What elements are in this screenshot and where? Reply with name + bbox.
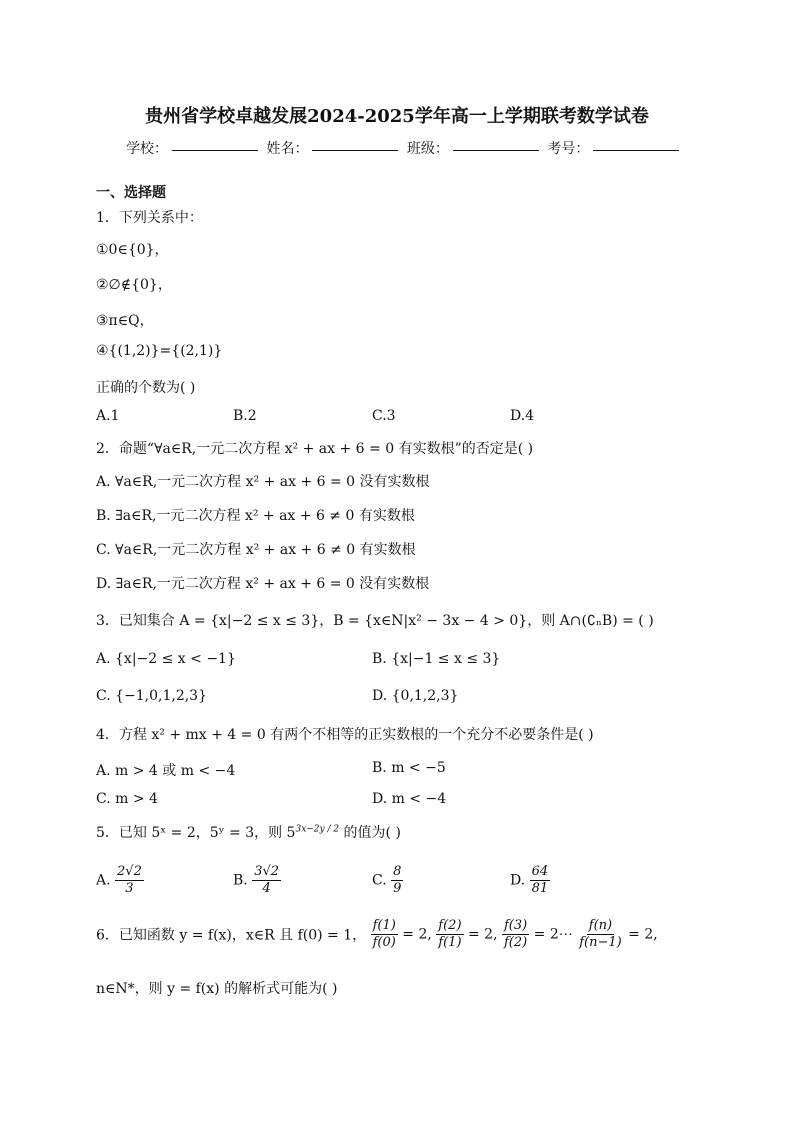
school-label: 学校： xyxy=(126,141,168,157)
q1-item-1: ①0∈{0}， xyxy=(96,242,169,258)
school-blank[interactable] xyxy=(172,150,258,151)
q6-eq-1: = 2 xyxy=(397,926,428,943)
number-blank[interactable] xyxy=(593,150,679,151)
q1-option-b[interactable]: B.2 xyxy=(233,408,257,424)
number-label: 考号： xyxy=(547,141,590,157)
q2-option-b[interactable]: B. ∃a∈R,一元二次方程 x² + ax + 6 ≠ 0 有实数根 xyxy=(96,508,415,524)
q3-option-d[interactable]: D. {0,1,2,3} xyxy=(372,688,459,704)
q5-c-fraction xyxy=(391,864,403,897)
name-blank[interactable] xyxy=(312,150,398,151)
q5-a-num: 2√2 xyxy=(117,864,142,879)
class-label: 班级： xyxy=(406,141,449,157)
q4-option-c[interactable]: C. m > 4 xyxy=(96,791,158,807)
q3-option-a[interactable]: A. {x|−2 ≤ x < −1} xyxy=(96,651,236,667)
section-heading: 一、选择题 xyxy=(96,185,166,201)
q6-f3-num: f(3) xyxy=(503,918,528,933)
q5-b-den: 4 xyxy=(262,881,271,896)
q5-option-c[interactable] xyxy=(372,864,403,897)
q5-a-den: 3 xyxy=(125,881,134,896)
q3-stem: 3．已知集合 A = {x|−2 ≤ x ≤ 3}，B = {x∈N|x² − 3x − 4 > 0}，则 A∩(∁ₙB) = ( ) xyxy=(96,613,654,629)
q5-d-den: 81 xyxy=(531,881,549,896)
name-label: 姓名： xyxy=(266,141,309,157)
q5-exponent: 3x−2y / 2 xyxy=(295,824,340,835)
q6-f2-num: f(2) xyxy=(438,918,462,933)
q6-fn-den: f(n−1) xyxy=(579,935,622,950)
q6-frac-n xyxy=(577,918,624,951)
q6-frac-3 xyxy=(502,918,529,951)
q4-option-d[interactable]: D. m < −4 xyxy=(372,791,447,807)
q2-option-a[interactable]: A. ∀a∈R,一元二次方程 x² + ax + 6 = 0 没有实数根 xyxy=(96,474,430,490)
q6-f1-den: f(0) xyxy=(372,935,396,950)
q5-stem-post: 的值为( ) xyxy=(339,825,401,841)
q5-b-label: B. xyxy=(233,872,248,889)
q5-d-fraction xyxy=(530,864,551,897)
q3-option-c[interactable]: C. {−1,0,1,2,3} xyxy=(96,688,207,704)
q4-option-a[interactable]: A. m > 4 或 m < −4 xyxy=(96,763,236,779)
q5-c-den: 9 xyxy=(393,881,402,896)
q5-a-label: A. xyxy=(96,872,111,889)
q1-option-c[interactable]: C.3 xyxy=(372,408,396,424)
q5-d-num: 64 xyxy=(531,864,549,879)
q5-option-b[interactable] xyxy=(233,864,281,897)
q5-b-num: 3√2 xyxy=(254,864,280,879)
q2-stem: 2．命题“∀a∈R,一元二次方程 x² + ax + 6 = 0 有实数根”的否定是( ) xyxy=(96,441,534,457)
q5-a-fraction xyxy=(115,864,144,897)
q6-line-2: n∈N*，则 y = f(x) 的解析式可能为( ) xyxy=(96,981,338,997)
q5-c-label: C. xyxy=(372,872,387,889)
q6-f1-num: f(1) xyxy=(372,918,396,933)
q1-item-3: ③π∈Q， xyxy=(96,313,154,329)
q3-option-b[interactable]: B. {x|−1 ≤ x ≤ 3} xyxy=(372,651,501,667)
q1-ask: 正确的个数为( ) xyxy=(96,380,196,396)
q1-option-d[interactable]: D.4 xyxy=(510,408,535,424)
q5-option-d[interactable] xyxy=(510,864,550,897)
q1-item-4: ④{(1,2)}={(2,1)} xyxy=(96,343,223,359)
student-info-row xyxy=(126,138,683,158)
q4-stem: 4．方程 x² + mx + 4 = 0 有两个不相等的正实数根的一个充分不必要条件是( ) xyxy=(96,727,594,743)
q6-f2-den: f(1) xyxy=(438,935,462,950)
q6-f3-den: f(2) xyxy=(503,935,528,950)
q6-eq-2: = 2 xyxy=(463,926,494,943)
q5-stem xyxy=(96,822,401,842)
q6-stem: 6．已知函数 y = f(x)，x∈R 且 f(0) = 1， $\frac{f(1)}{f(0)}$ = 2, $\frac{f(2)}{f(1)}$ = 2, $\frac{f(3)}{f(2)}$ = 2⋯ $\frac{f(n)}{f(n-1)}$ = 2, xyxy=(96,918,658,950)
q4-option-b[interactable]: B. m < −5 xyxy=(372,760,446,776)
q6-stem-pre: 6．已知函数 y = f(x)，x∈R 且 f(0) = 1， xyxy=(96,927,367,944)
q5-d-label: D. xyxy=(510,872,526,889)
q6-frac-2 xyxy=(436,918,463,951)
q6-dots: = 2⋯ xyxy=(529,926,573,943)
q6-frac-1 xyxy=(371,918,398,951)
q6-eq-n: = 2 xyxy=(623,926,654,943)
q1-stem: 1．下列关系中： xyxy=(96,210,203,226)
q5-stem-pre: 5．已知 5ˣ = 2，5ʸ = 3，则 5 xyxy=(96,825,296,841)
q5-c-num: 8 xyxy=(393,864,402,879)
q6-fn-num: f(n) xyxy=(588,918,613,933)
exam-title: 贵州省学校卓越发展2024-2025学年高一上学期联考数学试卷 xyxy=(145,106,649,127)
q2-option-d[interactable]: D. ∃a∈R,一元二次方程 x² + ax + 6 = 0 没有实数根 xyxy=(96,576,430,592)
q1-option-a[interactable]: A.1 xyxy=(96,408,120,424)
q5-b-fraction xyxy=(252,864,281,897)
q1-item-2: ②∅∉{0}， xyxy=(96,277,172,293)
q5-option-a[interactable] xyxy=(96,864,144,897)
q2-option-c[interactable]: C. ∀a∈R,一元二次方程 x² + ax + 6 ≠ 0 有实数根 xyxy=(96,542,416,558)
class-blank[interactable] xyxy=(453,150,539,151)
